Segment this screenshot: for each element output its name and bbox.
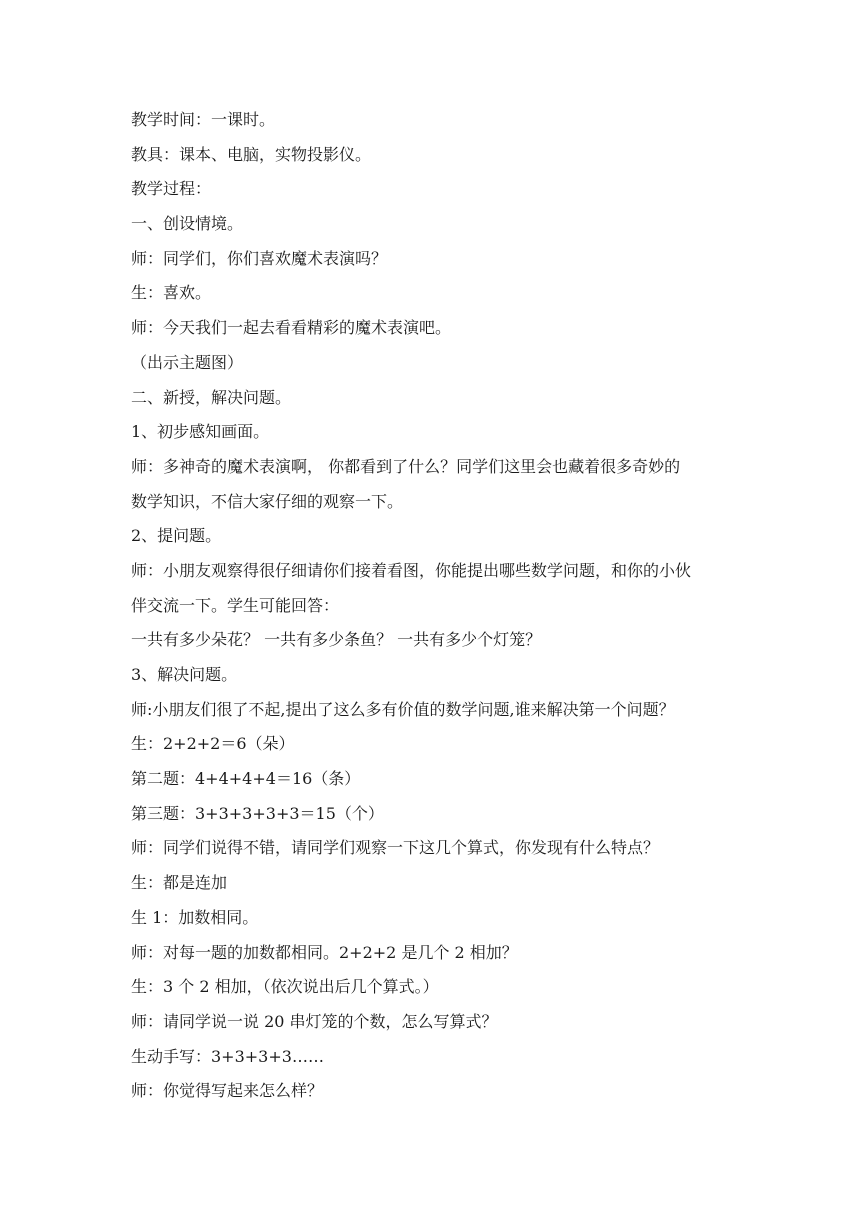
paragraph-line: 师:小朋友们很了不起,提出了这么多有价值的数学问题,谁来解决第一个问题？ xyxy=(131,699,675,719)
paragraph-line: 生：3 个 2 相加，（依次说出后几个算式。） xyxy=(131,977,439,997)
paragraph-line: 数学知识，不信大家仔细的观察一下。 xyxy=(131,491,404,511)
document-body xyxy=(131,107,731,1113)
paragraph-line: 生 1：加数相同。 xyxy=(131,907,259,927)
paragraph-line: 教具：课本、电脑，实物投影仪。 xyxy=(131,144,372,164)
paragraph-line: 教学过程： xyxy=(131,179,212,199)
paragraph-line: 生动手写：3+3+3+3…… xyxy=(131,1046,324,1066)
paragraph-line: 2、提问题。 xyxy=(131,526,222,546)
paragraph-line: 教学时间：一课时。 xyxy=(131,110,276,129)
paragraph-line: 一共有多少朵花？ 一共有多少条鱼？ 一共有多少个灯笼？ xyxy=(131,630,542,650)
paragraph-line: 师：对每一题的加数都相同。2+2+2 是几个 2 相加？ xyxy=(131,942,518,962)
paragraph-line: 二、新授，解决问题。 xyxy=(131,387,292,407)
paragraph-line: 师：同学们说得不错，请同学们观察一下这几个算式，你发现有什么特点？ xyxy=(131,838,660,858)
paragraph-line: 第三题：3+3+3+3+3＝15（个） xyxy=(131,803,384,823)
paragraph-line: 3、解决问题。 xyxy=(131,665,238,684)
paragraph-line: 生：都是连加 xyxy=(131,873,228,893)
paragraph-line: 1、初步感知画面。 xyxy=(131,422,270,442)
paragraph-line: 师：请同学说一说 20 串灯笼的个数，怎么写算式？ xyxy=(131,1011,498,1031)
paragraph-line: 生：喜欢。 xyxy=(131,283,212,303)
paragraph-line: 师：小朋友观察得很仔细请你们接着看图，你能提出哪些数学问题，和你的小伙 xyxy=(131,560,692,580)
paragraph-line: 伴交流一下。学生可能回答： xyxy=(131,595,340,615)
paragraph-line: 师：同学们，你们喜欢魔术表演吗？ xyxy=(131,248,388,268)
paragraph-line: 师：今天我们一起去看看精彩的魔术表演吧。 xyxy=(131,318,452,338)
paragraph-line: （出示主题图） xyxy=(131,352,244,372)
paragraph-line: 一、创设情境。 xyxy=(131,214,244,234)
paragraph-line: 第二题：4+4+4+4＝16（条） xyxy=(131,769,361,789)
paragraph-line: 师：多神奇的魔术表演啊， 你都看到了什么？同学们这里会也藏着很多奇妙的 xyxy=(131,456,681,476)
paragraph-line: 师：你觉得写起来怎么样？ xyxy=(131,1081,324,1101)
paragraph-line: 生：2+2+2＝6（朵） xyxy=(131,734,295,754)
